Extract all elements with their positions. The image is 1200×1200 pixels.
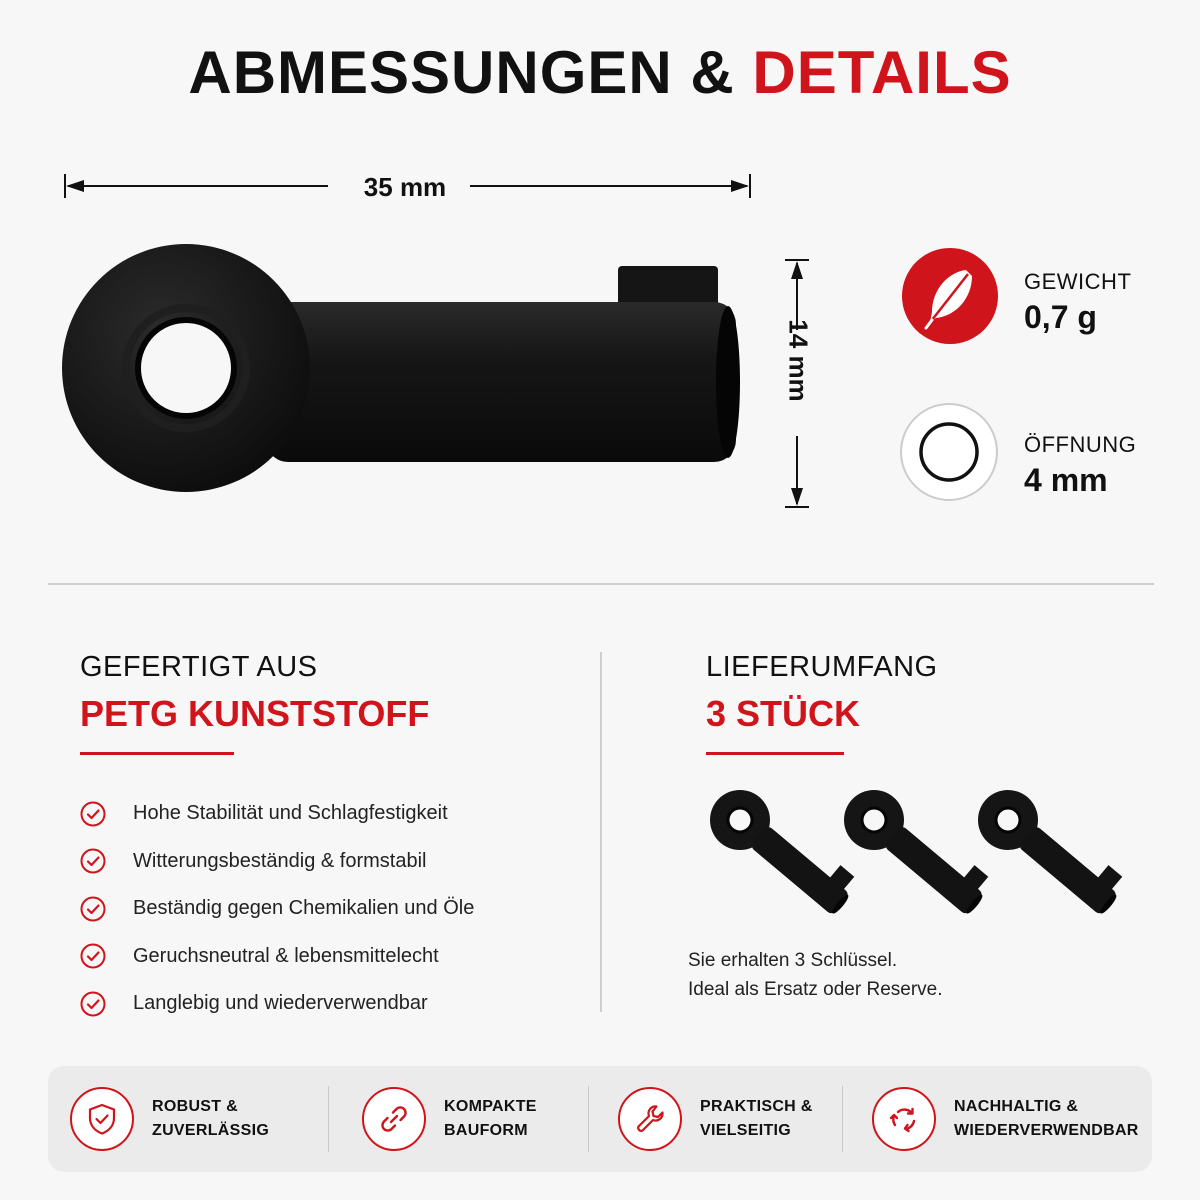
check-circle-icon (80, 896, 106, 922)
badge-icon-circle (70, 1087, 134, 1151)
key-icon (978, 790, 1130, 917)
badge-line-2: ZUVERLÄSSIG (152, 1122, 270, 1139)
delivery-line-1: Sie erhalten 3 Schlüssel. (688, 950, 898, 971)
list-item (80, 933, 474, 981)
list-item (80, 980, 474, 1028)
badge-label (152, 1095, 269, 1143)
three-keys-image (690, 780, 1130, 930)
recycle-icon (886, 1101, 922, 1137)
badge-icon-circle (362, 1087, 426, 1151)
key-icon (844, 790, 996, 917)
feature-text: Witterungsbeständig & formstabil (133, 849, 427, 872)
list-item (80, 885, 474, 933)
badge-label (700, 1095, 813, 1143)
badge-robust (70, 1066, 269, 1172)
delivery-highlight: 3 STÜCK (706, 693, 861, 734)
badge-line-1: ROBUST & (152, 1098, 238, 1115)
shield-icon (84, 1101, 120, 1137)
title-part-1: ABMESSUNGEN & (188, 39, 735, 106)
weight-icon-circle (902, 248, 998, 344)
badge-line-1: NACHHALTIG & (954, 1098, 1079, 1115)
list-item (80, 838, 474, 886)
delivery-description (688, 946, 943, 1004)
badge-line-1: KOMPAKTE (444, 1098, 537, 1115)
opening-value: 4 mm (1024, 462, 1108, 498)
badge-label (444, 1095, 537, 1143)
opening-label: ÖFFNUNG (1024, 432, 1137, 457)
page-title (0, 38, 1200, 108)
badge-line-1: PRAKTISCH & (700, 1098, 813, 1115)
weight-value: 0,7 g (1024, 299, 1097, 335)
check-circle-icon (80, 991, 106, 1017)
badge-line-2: WIEDERVERWENDBAR (954, 1122, 1139, 1139)
key-product-image (56, 230, 746, 530)
badge-separator (588, 1086, 589, 1152)
title-part-2: DETAILS (752, 39, 1012, 106)
delivery-line-2: Ideal als Ersatz oder Reserve. (688, 979, 943, 1000)
feather-icon (902, 248, 998, 344)
link-icon (376, 1101, 412, 1137)
badge-label (954, 1095, 1139, 1143)
badge-icon-circle (872, 1087, 936, 1151)
feature-text: Geruchsneutral & lebensmittelecht (133, 944, 439, 967)
weight-label: GEWICHT (1024, 269, 1132, 294)
badge-nachhaltig (872, 1066, 1139, 1172)
feature-list (80, 790, 474, 1028)
feature-text: Hohe Stabilität und Schlagfestigkeit (133, 802, 448, 825)
badge-kompakt (362, 1066, 537, 1172)
check-circle-icon (80, 943, 106, 969)
delivery-heading: LIEFERUMFANG (706, 651, 938, 683)
check-circle-icon (80, 848, 106, 874)
material-heading: GEFERTIGT AUS (80, 651, 318, 683)
ring-icon (902, 405, 996, 499)
badge-icon-circle (618, 1087, 682, 1151)
horizontal-divider (48, 583, 1154, 585)
badge-separator (328, 1086, 329, 1152)
list-item (80, 790, 474, 838)
feature-text: Langlebig und wiederverwendbar (133, 992, 428, 1015)
badge-praktisch (618, 1066, 813, 1172)
material-highlight: PETG KUNSTSTOFF (80, 693, 430, 734)
opening-icon-circle (900, 403, 998, 501)
feature-badge-bar (48, 1066, 1152, 1172)
feature-text: Beständig gegen Chemikalien und Öle (133, 897, 475, 920)
vertical-divider (600, 652, 602, 1012)
badge-separator (842, 1086, 843, 1152)
delivery-underline (706, 752, 844, 755)
badge-line-2: BAUFORM (444, 1122, 528, 1139)
dimension-width-label: 35 mm (363, 172, 447, 202)
dimension-height-label: 14 mm (783, 319, 814, 402)
material-underline (80, 752, 234, 755)
key-icon (710, 790, 862, 917)
wrench-icon (632, 1101, 668, 1137)
badge-line-2: VIELSEITIG (700, 1122, 792, 1139)
check-circle-icon (80, 801, 106, 827)
